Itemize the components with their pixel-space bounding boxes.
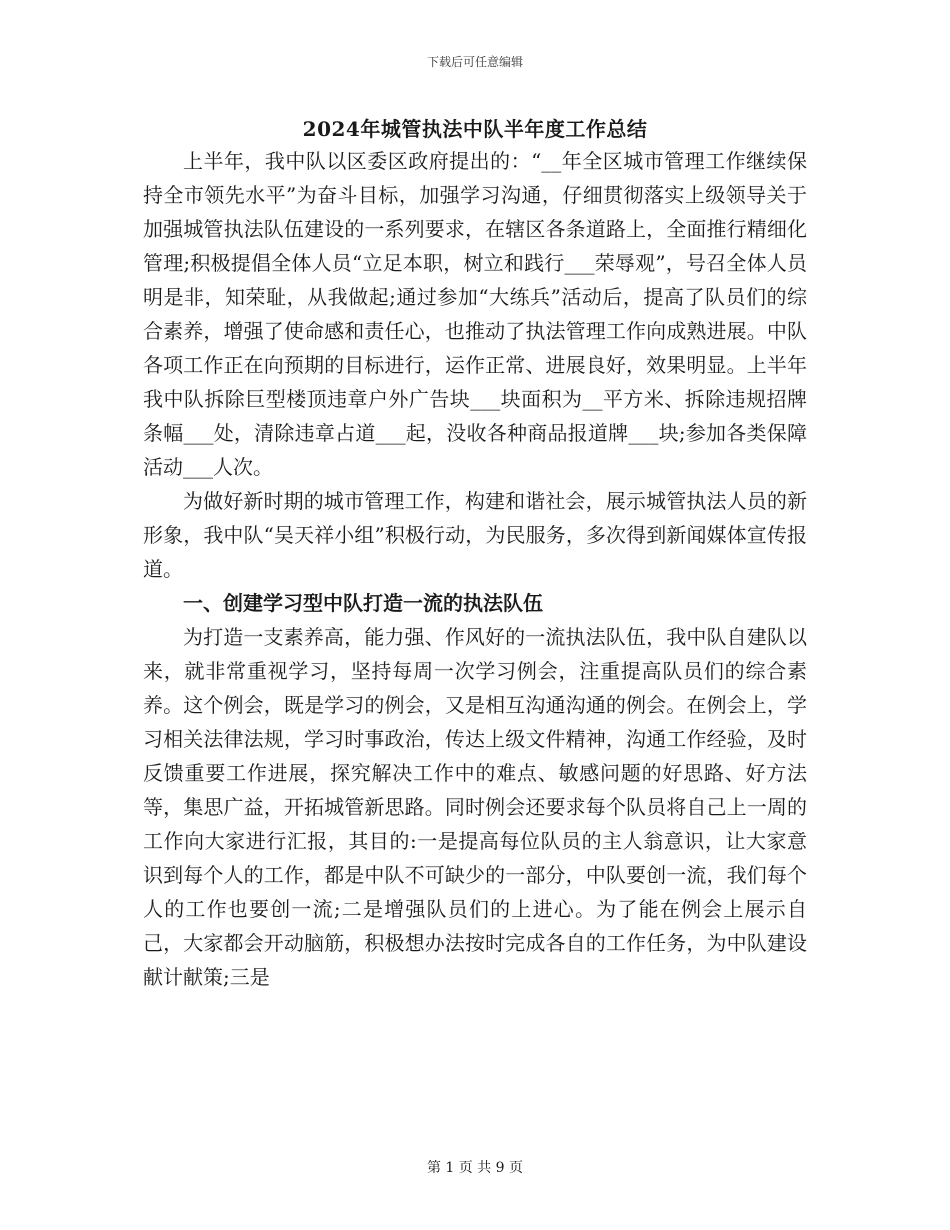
header-note: 下载后可任意编辑 <box>426 55 523 69</box>
page-number: 第 1 页 共 9 页 <box>426 1160 524 1176</box>
section-heading-1: 一、创建学习型中队打造一流的执法队伍 <box>183 591 543 615</box>
document-body <box>143 144 807 994</box>
paragraph-intro: 上半年，我中队以区委区政府提出的：“__年全区城市管理工作继续保持全市领先水平”为奋斗目标，加强学习沟通，仔细贯彻落实上级领导关于加强城管执法队伍建设的一系列要求，在辖区各条道路上，全面推行精细化管理;积极提倡全体人员“立足本职，树立和践行___荣辱观”，号召全体人员明是非，知荣耻，从我做起;通过参加“大练兵”活动后，提高了队员们的综合素养，增强了使命感和责任心，也推动了执法管理工作向成熟进展。中队各项工作正在向预期的目标进行，运作正常、进展良好，效果明显。上半年我中队拆除巨型楼顶违章户外广告块___块面积为__平方米、拆除违规招牌条幅___处，清除违章占道___起，没收各种商品报道牌___块;参加各类保障活动___人次。 <box>143 149 807 479</box>
paragraph-section-1: 为打造一支素养高，能力强、作风好的一流执法队伍，我中队自建队以来，就非常重视学习，坚持每周一次学习例会，注重提高队员们的综合素养。这个例会，既是学习的例会，又是相互沟通沟通的例会。在例会上，学习相关法律法规，学习时事政治，传达上级文件精神，沟通工作经验，及时反馈重要工作进展，探究解决工作中的难点、敏感问题的好思路、好方法等，集思广益，开拓城管新思路。同时例会还要求每个队员将自己上一周的工作向大家进行汇报，其目的:一是提高每位队员的主人翁意识，让大家意识到每个人的工作，都是中队不可缺少的一部分，中队要创一流，我们每个人的工作也要创一流;二是增强队员们的上进心。为了能在例会上展示自己，大家都会开动脑筋，积极想办法按时完成各自的工作任务，为中队建设献计献策;三是 <box>143 625 807 989</box>
paragraph-image: 为做好新时期的城市管理工作，构建和谐社会，展示城管执法人员的新形象，我中队“吴天祥小组”积极行动，为民服务，多次得到新闻媒体宣传报道。 <box>143 489 807 581</box>
document-title: 2024年城管执法中队半年度工作总结 <box>302 117 648 141</box>
